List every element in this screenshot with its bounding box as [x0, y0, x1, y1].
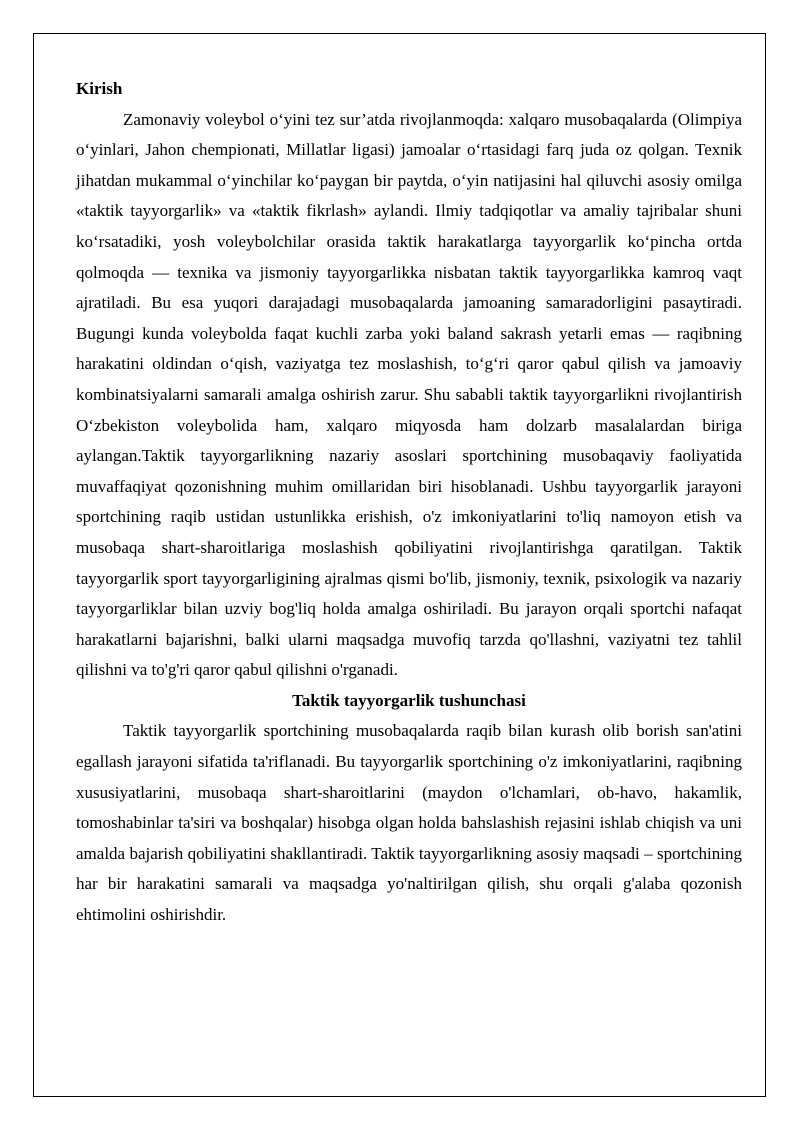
intro-paragraph: Zamonaviy voleybol o‘yini tez sur’atda rivojlanmoqda: xalqaro musobaqalarda (Olimpiya o‘yinlari, Jahon chempionati, Millatlar ligasi) jamoalar o‘rtasidagi farq juda oz qolgan. Texnik jihatdan mukammal o‘yinchilar ko‘paygan bir paytda, o‘yin natijasini hal qiluvchi asosiy omilga «taktik tayyorgarlik» va «taktik fikrlash» aylandi. Ilmiy tadqiqotlar va amaliy tajribalar shuni ko‘rsatadiki, yosh voleybolchilar orasida taktik harakatlarga tayyorgarlik ko‘pincha ortda qolmoqda — texnika va jismoniy tayyorgarlikka nisbatan taktik tayyorgarlikka kamroq vaqt ajratiladi. Bu esa yuqori darajadagi musobaqalarda jamoaning samaradorligini pasaytiradi. Bugungi kunda voleybolda faqat kuchli zarba yoki baland sakrash yetarli emas — raqibning harakatini oldindan o‘qish, vaziyatga tez moslashish, to‘g‘ri qaror qabul qilish va jamoaviy kombinatsiyalarni samarali amalga oshirish zarur. Shu sababli taktik tayyorgarlikni rivojlantirish O‘zbekiston voleybolida ham, xalqaro miqyosda ham dolzarb masalalardan biriga aylangan.Taktik tayyorgarlikning nazariy asoslari sportchining musobaqaviy faoliyatida muvaffaqiyat qozonishning muhim omillaridan biri hisoblanadi. Ushbu tayyorgarlik jarayoni sportchining raqib ustidan ustunlikka erishish, o'z imkoniyatlarini to'liq namoyon etish va musobaqa shart-sharoitlariga moslashish qobiliyatini rivojlantirishga qaratilgan. Taktik tayyorgarlik sport tayyorgarligining ajralmas qismi bo'lib, jismoniy, texnik, psixologik va nazariy tayyorgarliklar bilan uzviy bog'liq holda amalga oshiriladi. Bu jarayon orqali sportchi nafaqat harakatlarni bajarishni, balki ularni maqsadga muvofiq tarzda qo'llashni, vaziyatni tez tahlil qilishni va to'g'ri qaror qabul qilishni o'rganadi. [76, 109, 742, 680]
section-heading: Taktik tayyorgarlik tushunchasi [292, 690, 526, 710]
intro-heading: Kirish [76, 79, 123, 98]
section-paragraph: Taktik tayyorgarlik sportchining musobaqalarda raqib bilan kurash olib borish san'atini egallash jarayoni sifatida ta'riflanadi. Bu tayyorgarlik sportchining o'z imkoniyatlarini, raqibning xususiyatlarini, musobaqa shart-sharoitlarini (maydon o'lchamlari, ob-havo, hakamlik, tomoshabinlar ta'siri va boshqalar) hisobga olgan holda bahslashish rejasini ishlab chiqish va uni amalda bajarish qobiliyatini shakllantiradi. Taktik tayyorgarlikning asosiy maqsadi – sportchining har bir harakatini samarali va maqsadga yo'naltirilgan qilish, shu orqali g'alaba qozonish ehtimolini oshirishdir. [76, 721, 742, 925]
document-body [76, 74, 742, 931]
